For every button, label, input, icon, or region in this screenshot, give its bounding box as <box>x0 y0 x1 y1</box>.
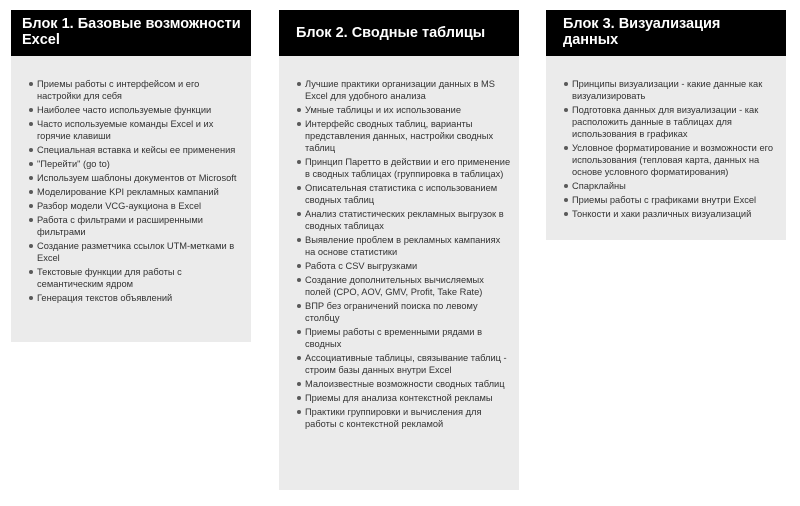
topic-item: Работа с CSV выгрузками <box>305 260 511 272</box>
block-3-header <box>546 10 786 56</box>
topic-item: Часто используемые команды Excel и их горячие клавиши <box>37 118 243 142</box>
topic-item: Приемы для анализа контекстной рекламы <box>305 392 511 404</box>
topic-item: Принципы визуализации - какие данные как визуализировать <box>572 78 778 102</box>
block-2-title: Блок 2. Сводные таблицы <box>296 25 486 41</box>
block-3-topic-list <box>546 78 778 220</box>
topic-item: Приемы работы с временными рядами в сводных <box>305 326 511 350</box>
topic-item: Моделирование KPI рекламных кампаний <box>37 186 243 198</box>
topic-item: Работа с фильтрами и расширенными фильтрами <box>37 214 243 238</box>
topic-item: Ассоциативные таблицы, связывание таблиц - строим базы данных внутри Excel <box>305 352 511 376</box>
block-1-topic-list <box>11 78 243 304</box>
topic-item: Описательная статистика с использованием сводных таблиц <box>305 182 511 206</box>
block-3-body <box>546 56 786 240</box>
topic-item: Выявление проблем в рекламных кампаниях на основе статистики <box>305 234 511 258</box>
block-3-title: Блок 3. Визуализация данных <box>563 16 721 48</box>
block-2-body <box>279 56 519 490</box>
topic-item: Специальная вставка и кейсы ее применения <box>37 144 243 156</box>
topic-item: Спарклайны <box>572 180 778 192</box>
topic-item: Генерация текстов объявлений <box>37 292 243 304</box>
topic-item: ВПР без ограничений поиска по левому столбцу <box>305 300 511 324</box>
block-1-header <box>11 10 251 56</box>
course-block-2 <box>279 10 519 490</box>
topic-item: Умные таблицы и их использование <box>305 104 511 116</box>
block-2-topic-list <box>279 78 511 430</box>
topic-item: Условное форматирование и возможности его использования (тепловая карта, данных на основе условного форматирования) <box>572 142 778 178</box>
topic-item: Приемы работы с графиками внутри Excel <box>572 194 778 206</box>
topic-item: Тонкости и хаки различных визуализаций <box>572 208 778 220</box>
block-1-body <box>11 56 251 342</box>
topic-item: Разбор модели VCG-аукциона в Excel <box>37 200 243 212</box>
topic-item: Интерфейс сводных таблиц, варианты представления данных, настройки сводных таблиц <box>305 118 511 154</box>
topic-item: "Перейти" (go to) <box>37 158 243 170</box>
topic-item: Лучшие практики организации данных в MS Excel для удобного анализа <box>305 78 511 102</box>
course-block-1 <box>11 10 251 342</box>
topic-item: Текстовые функции для работы с семантическим ядром <box>37 266 243 290</box>
topic-item: Приемы работы с интерфейсом и его настройки для себя <box>37 78 243 102</box>
course-block-3 <box>546 10 786 240</box>
topic-item: Подготовка данных для визуализации - как расположить данные в таблицах для использования в графиках <box>572 104 778 140</box>
topic-item: Принцип Паретто в действии и его применение в сводных таблицах (группировка в таблицах) <box>305 157 511 179</box>
topic-item: Создание дополнительных вычисляемых полей (CPO, AOV, GMV, Profit, Take Rate) <box>305 274 511 298</box>
topic-item: Малоизвестные возможности сводных таблиц <box>305 378 511 390</box>
topic-item: Используем шаблоны документов от Microsoft <box>37 172 243 184</box>
block-2-header <box>279 10 519 56</box>
topic-item: Практики группировки и вычисления для работы с контекстной рекламой <box>305 406 511 430</box>
topic-item: Создание разметчика ссылок UTM-метками в Excel <box>37 240 243 264</box>
block-1-title: Блок 1. Базовые возможности Excel <box>22 16 241 48</box>
topic-item: Наиболее часто используемые функции <box>37 104 243 116</box>
topic-item: Анализ статистических рекламных выгрузок в сводных таблицах <box>305 208 511 232</box>
